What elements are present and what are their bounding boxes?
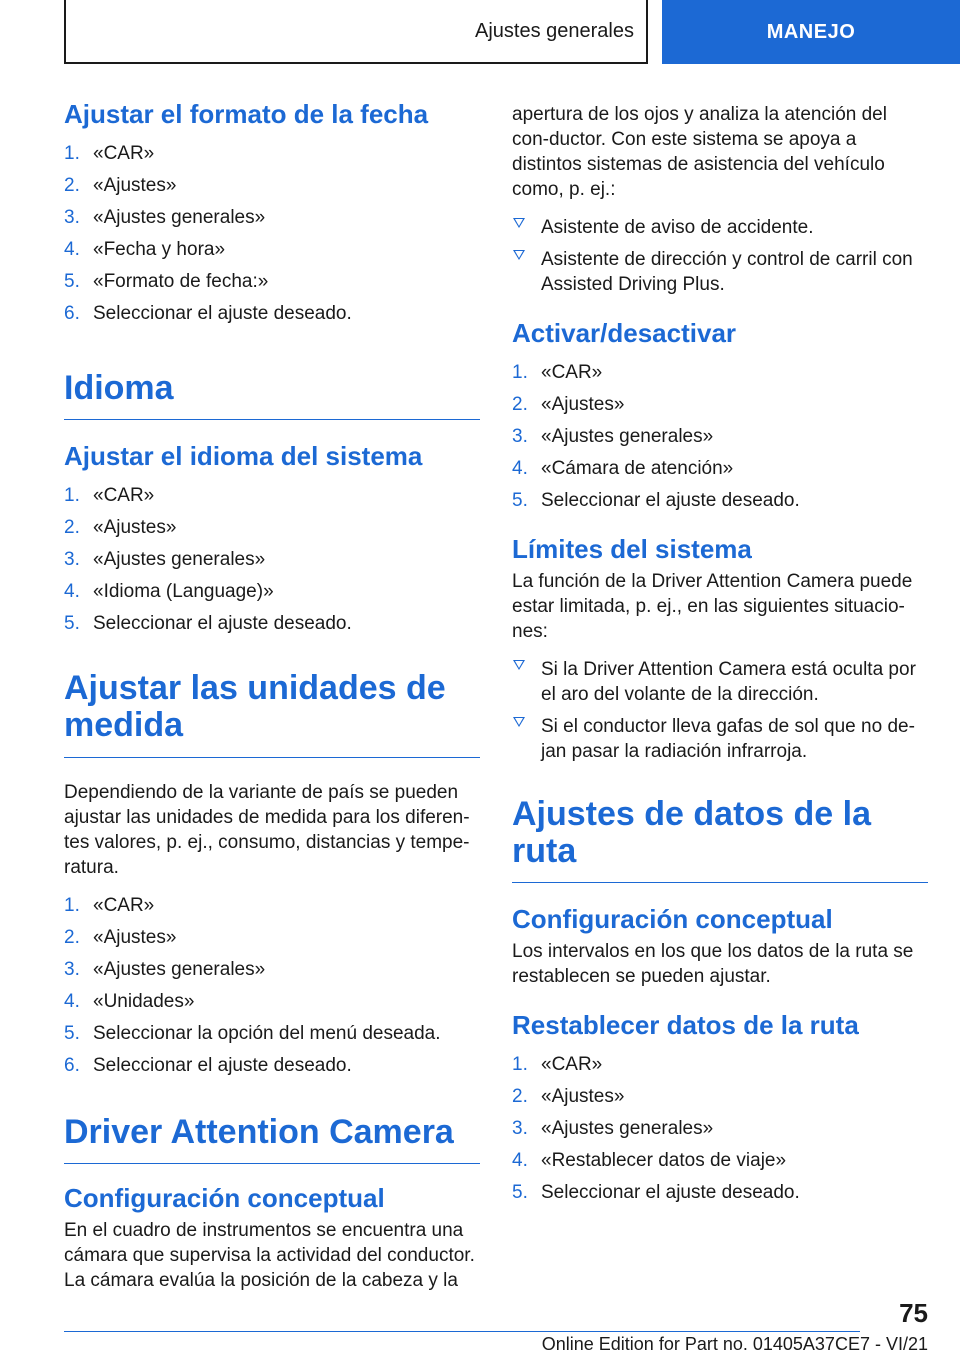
bullet-text: Asistente de aviso de accidente. — [541, 217, 814, 238]
chapter-title: MANEJO — [766, 20, 856, 43]
step-item — [64, 608, 480, 640]
heading-trip-data-settings: Ajustes de datos de la ruta — [512, 796, 928, 884]
triangle-bullet-icon — [513, 218, 525, 228]
step-text: «CAR» — [93, 484, 155, 506]
step-text: Seleccionar el ajuste deseado. — [93, 612, 352, 634]
step-item — [512, 1177, 928, 1209]
step-item — [64, 480, 480, 512]
step-text: «Fecha y hora» — [93, 238, 226, 260]
step-item — [64, 544, 480, 576]
step-number: 3. — [64, 958, 80, 980]
step-number: 2. — [64, 926, 80, 948]
step-item — [64, 298, 480, 330]
step-item — [64, 1050, 480, 1082]
bullets-system-limits — [512, 657, 928, 764]
step-item — [64, 234, 480, 266]
step-number: 1. — [64, 142, 80, 164]
step-item — [512, 1049, 928, 1081]
step-text: «Ajustes generales» — [93, 206, 266, 228]
step-text: Seleccionar el ajuste deseado. — [541, 1181, 800, 1203]
step-text: «Ajustes generales» — [93, 958, 266, 980]
bullet-item — [512, 247, 928, 297]
step-number: 6. — [64, 302, 80, 324]
paragraph-concept-trip: Los intervalos en los que los datos de la ruta se restablecen se pueden ajustar. — [512, 941, 914, 988]
step-item — [64, 986, 480, 1018]
step-number: 4. — [64, 990, 80, 1012]
step-item — [512, 1081, 928, 1113]
left-column — [64, 98, 480, 1293]
step-item — [512, 421, 928, 453]
footer-divider — [64, 1331, 860, 1332]
step-text: Seleccionar la opción del menú deseada. — [93, 1022, 441, 1044]
heading-idioma: Idioma — [64, 370, 480, 420]
step-item — [64, 576, 480, 608]
step-number: 2. — [64, 516, 80, 538]
step-number: 1. — [64, 894, 80, 916]
paragraph-units: Dependiendo de la variante de país se pueden ajustar las unidades de medida para los diferen‐tes valores, p. ej., consumo, distancias y tempe‐ratura. — [64, 781, 470, 878]
step-text: «Ajustes» — [93, 174, 177, 196]
step-text: «Ajustes generales» — [93, 548, 266, 570]
step-number: 5. — [512, 1181, 528, 1203]
step-number: 1. — [64, 484, 80, 506]
heading-concept-camera: Configuración conceptual — [64, 1183, 385, 1214]
step-text: Seleccionar el ajuste deseado. — [93, 302, 352, 324]
heading-system-limits: Límites del sistema — [512, 533, 752, 564]
heading-system-language: Ajustar el idioma del sistema — [64, 441, 423, 472]
step-number: 1. — [512, 1053, 528, 1075]
step-item — [64, 170, 480, 202]
heading-concept-trip: Configuración conceptual — [512, 904, 833, 935]
step-item — [512, 453, 928, 485]
step-number: 4. — [64, 238, 80, 260]
step-number: 2. — [512, 1085, 528, 1107]
step-number: 2. — [64, 174, 80, 196]
heading-driver-attention-camera: Driver Attention Camera — [64, 1114, 480, 1164]
paragraph-camera-continued: apertura de los ojos y analiza la atención del con‐ductor. Con este sistema se apoya a distintos sistemas de asistencia del vehículo como, p. ej.: — [512, 104, 887, 200]
bullet-item — [512, 714, 928, 764]
step-item — [64, 1018, 480, 1050]
step-text: «CAR» — [93, 894, 155, 916]
bullet-item — [512, 657, 928, 707]
bullet-text: Si el conductor lleva gafas de sol que no de‐jan pasar la radiación infrarroja. — [541, 715, 915, 762]
heading-date-format: Ajustar el formato de la fecha — [64, 99, 429, 129]
step-number: 5. — [64, 612, 80, 634]
step-number: 5. — [64, 270, 80, 292]
step-text: «Ajustes» — [93, 926, 177, 948]
step-item — [64, 954, 480, 986]
bullet-text: Si la Driver Attention Camera está oculta por el aro del volante de la dirección. — [541, 658, 916, 705]
step-item — [64, 202, 480, 234]
bullets-assist-systems — [512, 215, 928, 297]
step-text: «Ajustes generales» — [541, 1117, 714, 1139]
step-text: «Ajustes» — [541, 393, 625, 415]
step-text: «Ajustes» — [93, 516, 177, 538]
triangle-bullet-icon — [513, 717, 525, 727]
step-item — [512, 485, 928, 517]
step-text: «CAR» — [93, 142, 155, 164]
steps-system-language — [64, 480, 480, 640]
step-number: 5. — [512, 489, 528, 511]
bullet-item — [512, 215, 928, 240]
steps-reset-trip-data — [512, 1049, 928, 1209]
step-text: «Cámara de atención» — [541, 457, 734, 479]
step-text: «Formato de fecha:» — [93, 270, 269, 292]
step-text: «Ajustes» — [541, 1085, 625, 1107]
step-number: 6. — [64, 1054, 80, 1076]
step-item — [512, 357, 928, 389]
chapter-tab — [662, 0, 960, 64]
page-number: 75 — [899, 1298, 928, 1328]
heading-activate-deactivate: Activar/desactivar — [512, 318, 737, 348]
steps-units — [64, 890, 480, 1082]
step-item — [512, 1113, 928, 1145]
step-text: Seleccionar el ajuste deseado. — [93, 1054, 352, 1076]
step-number: 1. — [512, 361, 528, 383]
right-column — [512, 98, 928, 1209]
step-item — [512, 1145, 928, 1177]
step-item — [64, 138, 480, 170]
step-number: 3. — [512, 425, 528, 447]
bullet-text: Asistente de dirección y control de carril con Assisted Driving Plus. — [541, 249, 913, 295]
step-text: «Unidades» — [93, 990, 195, 1012]
step-text: Seleccionar el ajuste deseado. — [541, 489, 800, 511]
step-item — [64, 922, 480, 954]
paragraph-concept-camera: En el cuadro de instrumentos se encuentra una cámara que supervisa la actividad del conductor. La cámara evalúa la posición de la cabeza y la — [64, 1219, 475, 1291]
step-number: 2. — [512, 393, 528, 415]
heading-reset-trip-data: Restablecer datos de la ruta — [512, 1010, 859, 1041]
step-number: 4. — [512, 457, 528, 479]
step-text: «Restablecer datos de viaje» — [541, 1149, 787, 1171]
triangle-bullet-icon — [513, 660, 525, 670]
footer-edition: Online Edition for Part no. 01405A37CE7 - VI/21 — [541, 1334, 928, 1354]
step-number: 3. — [512, 1117, 528, 1139]
step-number: 4. — [64, 580, 80, 602]
step-item — [512, 389, 928, 421]
step-number: 5. — [64, 1022, 80, 1044]
steps-activate-deactivate — [512, 357, 928, 517]
step-text: «Idioma (Language)» — [93, 580, 274, 602]
step-number: 4. — [512, 1149, 528, 1171]
step-item — [64, 512, 480, 544]
step-item — [64, 890, 480, 922]
step-number: 3. — [64, 206, 80, 228]
running-header-section — [64, 0, 648, 64]
step-text: «CAR» — [541, 1053, 603, 1075]
step-item — [64, 266, 480, 298]
paragraph-system-limits: La función de la Driver Attention Camera puede estar limitada, p. ej., en las siguientes situacio‐nes: — [512, 570, 913, 642]
section-title: Ajustes generales — [475, 19, 634, 42]
step-number: 3. — [64, 548, 80, 570]
steps-date-format — [64, 138, 480, 330]
step-text: «CAR» — [541, 361, 603, 383]
triangle-bullet-icon — [513, 250, 525, 260]
step-text: «Ajustes generales» — [541, 425, 714, 447]
heading-units: Ajustar las unidades de medida — [64, 670, 480, 758]
